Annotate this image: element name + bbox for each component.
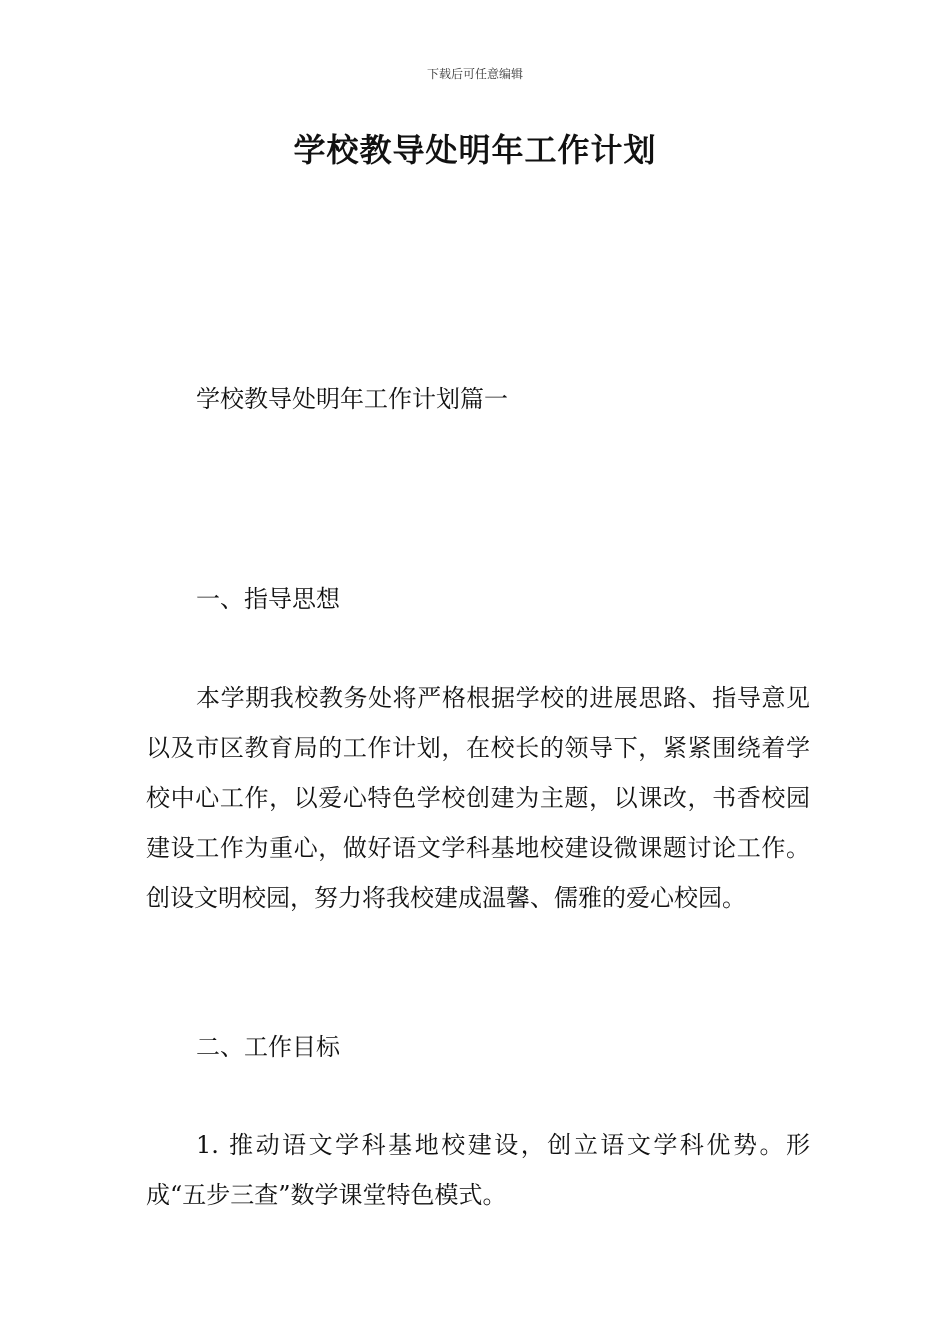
section-heading-work-goals: 二、工作目标 [196, 1033, 340, 1061]
document-subtitle: 学校教导处明年工作计划篇一 [196, 385, 508, 413]
header-note: 下载后可任意编辑 [426, 67, 523, 81]
document-title: 学校教导处明年工作计划 [293, 131, 657, 169]
section-heading-guiding-ideology: 一、指导思想 [196, 585, 340, 613]
paragraph-guiding-ideology: 本学期我校教务处将严格根据学校的进展思路、指导意见以及市区教育局的工作计划，在校长的领导下，紧紧围绕着学校中心工作，以爱心特色学校创建为主题，以课改，书香校园建设工作为重心，做好语文学科基地校建设微课题讨论工作。创设文明校园，努力将我校建成温馨、儒雅的爱心校园。 [146, 684, 810, 912]
list-item-goal-1: 1. 推动语文学科基地校建设，创立语文学科优势。形成“五步三查”数学课堂特色模式。 [146, 1131, 810, 1209]
